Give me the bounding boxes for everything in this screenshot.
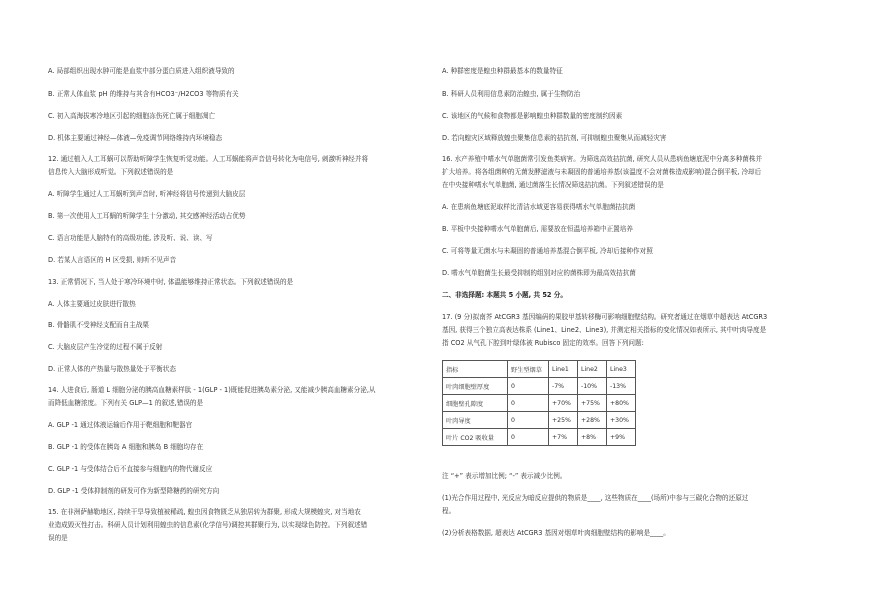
table-cell: 0 (508, 378, 549, 395)
q14-option-b: B. GLP -1 的受体在胰岛 A 细胞和胰岛 B 细胞均存在 (48, 443, 204, 451)
table-header-cell: 野生型烟草 (508, 361, 549, 378)
table-cell: 0 (508, 395, 549, 412)
table-cell: +30% (607, 412, 636, 429)
q12-option-b: B. 第一次使用人工耳蜗的听障学生十分激动, 其交感神经活动占优势 (48, 212, 246, 220)
table-cell: +28% (578, 412, 607, 429)
q13-option-c: C. 大脑皮层产生冷觉的过程不属于反射 (48, 343, 163, 351)
table-header-cell: 指标 (443, 361, 508, 378)
q15-option-d: D. 若向蝗灾区域释放蝗虫聚集信息素的拮抗剂, 可抑制蝗虫聚集从而减轻灾害 (442, 134, 667, 142)
table-cell: -10% (578, 378, 607, 395)
section-heading: 二、非选择题: 本题共 5 小题, 共 52 分。 (442, 291, 567, 299)
table-cell: 0 (508, 429, 549, 446)
table-row (443, 412, 636, 429)
table-cell: +8% (578, 429, 607, 446)
q13-option-b: B. 骨骼肌不受神经支配而自主战栗 (48, 321, 150, 329)
q17-part1-cont: 程。 (442, 507, 456, 515)
q13-stem: 13. 正常情况下, 当人处于寒冷环境中时, 体温能够维持正常状态。下列叙述错误的是 (48, 278, 294, 286)
q12-stem-cont: 信息传入大脑形成听觉。下列叙述错误的是 (48, 168, 174, 176)
table-cell: +75% (578, 395, 607, 412)
q13-option-d: D. 正常人体的产热量与散热量处于平衡状态 (48, 365, 176, 373)
table-cell: 叶肉导度 (443, 412, 508, 429)
table-header-row (443, 361, 636, 378)
table-header-cell: Line2 (578, 361, 607, 378)
q12-stem: 12. 通过植入人工耳蜗可以帮助听障学生恢复听觉功能。人工耳蜗能将声音信号转化为电信号, 刺激听神经并将 (48, 155, 369, 163)
table-cell: +80% (607, 395, 636, 412)
table-cell: 细胞壁孔隙度 (443, 395, 508, 412)
table-header-cell: Line3 (607, 361, 636, 378)
table-note: 注 “+” 表示增加比例; “-” 表示减少比例。 (442, 472, 567, 480)
q14-option-c: C. GLP -1 与受体结合后不直接参与细胞内的物代谢反应 (48, 465, 213, 473)
q11-option-a: A. 局部组织出现水肿可能是血浆中部分蛋白质进入组织液导致的 (48, 67, 235, 75)
q16-stem-end: 在中央接种嗜水气单胞菌, 通过菌落生长情况筛选拮抗菌。下列叙述错误的是 (442, 181, 664, 189)
table-cell: +70% (549, 395, 578, 412)
q11-option-b: B. 正常人体血浆 pH 的维持与其含有HCO3⁻/H2CO3 等物质有关 (48, 90, 239, 98)
table-cell: +7% (549, 429, 578, 446)
q16-option-a: A. 在患病鱼塘底泥取样比清洁水域更容易获得嗜水气单胞菌拮抗菌 (442, 203, 636, 211)
q14-stem: 14. 人进食后, 肠道 L 细胞分泌的胰高血糖素样肽 - 1(GLP - 1)既能促进胰岛素分泌, 又能减少胰高血糖素分泌,从 (48, 386, 376, 394)
table-cell: +9% (607, 429, 636, 446)
table-row (443, 378, 636, 395)
q15-option-b: B. 科研人员利用信息素防治蝗虫, 属于生物防治 (442, 90, 581, 98)
table-header-cell: Line1 (549, 361, 578, 378)
q16-option-d: D. 嗜水气单胞菌生长最受抑制的组别对应的菌株即为最高效拮抗菌 (442, 269, 636, 277)
q12-option-c: C. 语言功能是人脑特有的高级功能, 涉及听、说、读、写 (48, 234, 213, 242)
q14-option-a: A. GLP -1 通过体液运输后作用于靶细胞和靶器官 (48, 421, 193, 429)
q14-option-d: D. GLP -1 受体抑制剂的研发可作为新型降糖药的研究方向 (48, 487, 220, 495)
q17-stem-cont: 基因, 获得三个独立高表达株系 (Line1、Line2、Line3), 并测定相关指标的变化情况如表所示, 其中叶肉导度是 (442, 326, 767, 334)
data-table (442, 360, 636, 446)
table-cell: 0 (508, 412, 549, 429)
table-cell: -13% (607, 378, 636, 395)
table-row (443, 429, 636, 446)
q17-part2: (2)分析表格数据, 超表达 AtCGR3 基因对烟草叶肉细胞壁结构的影响是____。 (442, 529, 670, 537)
q11-option-c: C. 初入高海拔寒冷地区引起的细胞冻伤死亡属于细胞凋亡 (48, 112, 216, 120)
table-cell: -7% (549, 378, 578, 395)
q12-option-a: A. 听障学生通过人工耳蜗听到声音时, 听神经将信号传递到大脑皮层 (48, 190, 246, 198)
q11-option-d: D. 机体主要通过神经—体液—免疫调节网络维持内环境稳态 (48, 134, 223, 142)
table-cell: +25% (549, 412, 578, 429)
q16-stem: 16. 水产养殖中嗜水气单胞菌常引发鱼类病害。为筛选高效拮抗菌, 研究人员从患病鱼塘底泥中分离多种菌株并 (442, 155, 763, 163)
table-cell: 叶肉细胞壁厚度 (443, 378, 508, 395)
q15-stem-end: 误的是 (48, 534, 68, 542)
table-row (443, 395, 636, 412)
q15-option-c: C. 该地区的气候和食物都是影响蝗虫种群数量的密度制约因素 (442, 112, 623, 120)
q17-stem: 17. (9 分)拟南芥 AtCGR3 基因编码的果胶甲基转移酶可影响细胞壁结构。研究者通过在烟草中超表达 AtCGR3 (442, 313, 768, 321)
q16-option-b: B. 平板中央接种嗜水气单胞菌后, 需要放在恒温培养箱中正置培养 (442, 225, 633, 233)
q15-stem: 15. 在非洲萨赫勒地区, 持续干旱导致植被稀疏, 蝗虫因食物匮乏从独居转为群聚, 形成大规模蝗灾, 对当地农 (48, 508, 361, 516)
q17-stem-end: 指 CO2 从气孔下腔到叶绿体被 Rubisco 固定的效率。回答下列问题: (442, 339, 644, 347)
q12-option-d: D. 若某人言语区的 H 区受损, 则听不见声音 (48, 256, 177, 264)
q15-option-a: A. 种群密度是蝗虫种群最基本的数量特征 (442, 67, 563, 75)
q17-part1: (1)光合作用过程中, 光反应为暗反应提供的物质是____, 这些物质在____(场所)中参与三碳化合物的还原过 (442, 494, 749, 502)
table-cell: 叶片 CO2 吸收量 (443, 429, 508, 446)
q16-stem-cont: 扩大培养。将各组菌种的无菌发酵滤液与未凝固的普通培养基(该温度不会对菌株造成影响)混合倒平板, 冷却后 (442, 168, 762, 176)
q13-option-a: A. 人体主要通过皮肤进行散热 (48, 300, 136, 308)
q14-stem-cont: 而降低血糖浓度。下列有关 GLP—1 的叙述,错误的是 (48, 399, 204, 407)
q15-stem-cont: 业造成毁灭性打击。科研人员计划利用蝗虫的信息素(化学信号)调控其群聚行为, 以实现绿色防控。下列叙述错 (48, 521, 368, 529)
q16-option-c: C. 可将等量无菌水与未凝固的普通培养基混合倒平板, 冷却后接种作对照 (442, 247, 653, 255)
